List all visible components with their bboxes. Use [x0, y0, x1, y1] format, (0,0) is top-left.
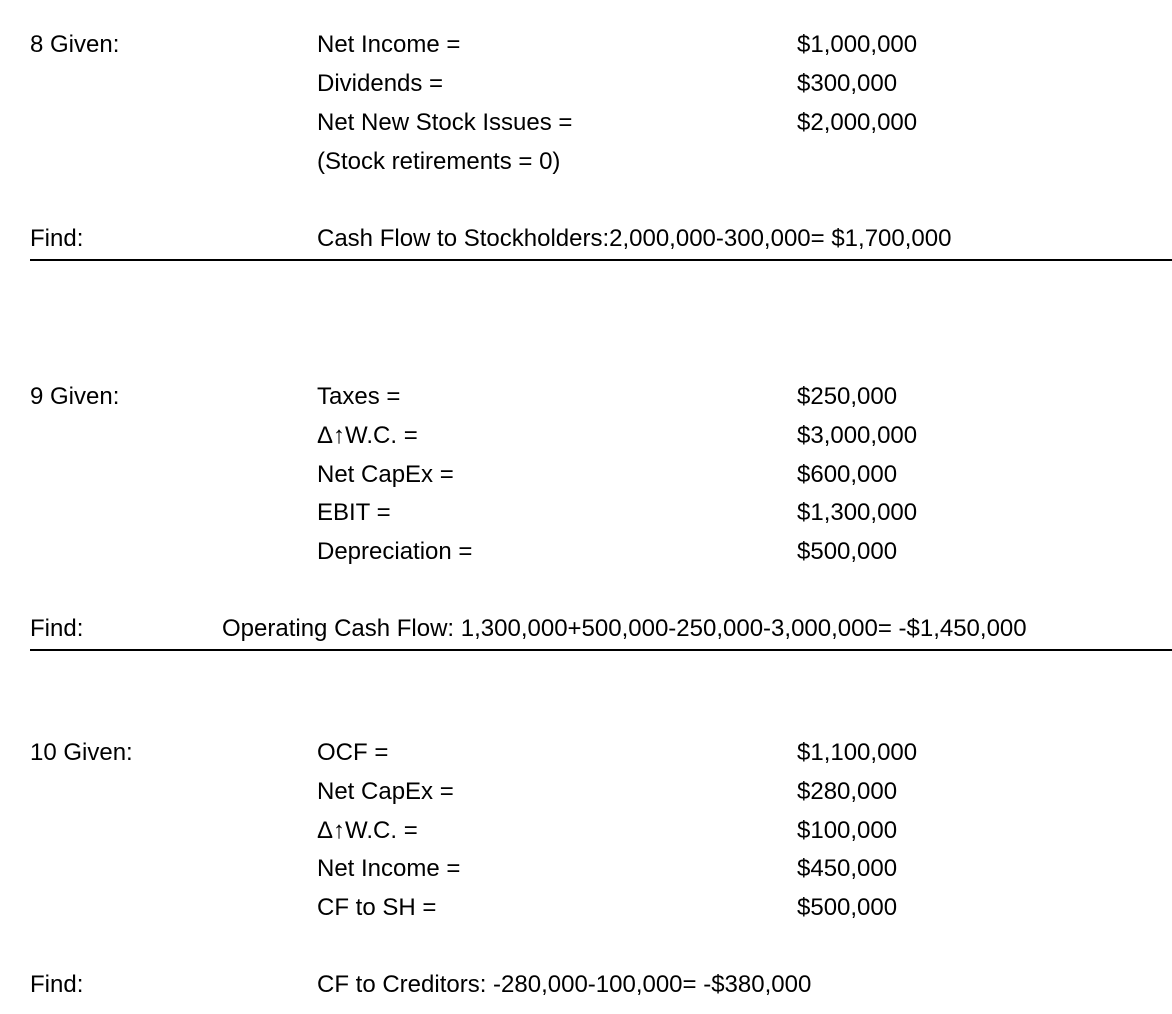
problem-9-given-label: 9 Given: [30, 383, 120, 410]
given-item-label: Δ↑W.C. = [317, 817, 418, 844]
given-item-label: Net Income = [317, 855, 461, 882]
given-item-value: $3,000,000 [797, 422, 918, 449]
given-item-label: Net New Stock Issues = [317, 109, 573, 136]
given-item-value: $500,000 [797, 538, 898, 565]
given-item-value: $280,000 [797, 778, 898, 805]
problem-10-find-answer: CF to Creditors: -280,000-100,000= -$380,000 [317, 971, 812, 998]
given-item-label: Net CapEx = [317, 461, 454, 488]
given-item-label: Taxes = [317, 383, 401, 410]
given-item-value: $2,000,000 [797, 109, 918, 136]
given-item-label: OCF = [317, 739, 389, 766]
given-item-label: Dividends = [317, 70, 444, 97]
given-item-label: EBIT = [317, 499, 391, 526]
given-item-value: $600,000 [797, 461, 898, 488]
problem-10-given-label: 10 Given: [30, 739, 133, 766]
problem-8-given-label: 8 Given: [30, 31, 120, 58]
given-item-label: Depreciation = [317, 538, 473, 565]
given-item-value: $450,000 [797, 855, 898, 882]
given-item-label: Net Income = [317, 31, 461, 58]
problem-10-find-label: Find: [30, 971, 84, 998]
problem-9-find-answer: Operating Cash Flow: 1,300,000+500,000-250,000-3,000,000= -$1,450,000 [222, 615, 1027, 642]
given-item-value: $300,000 [797, 70, 898, 97]
given-item-label: Net CapEx = [317, 778, 454, 805]
given-item-value: $1,300,000 [797, 499, 918, 526]
given-item-label: Δ↑W.C. = [317, 422, 418, 449]
given-item-value: $100,000 [797, 817, 898, 844]
given-item-value: $250,000 [797, 383, 898, 410]
given-item-value: $500,000 [797, 894, 898, 921]
section-divider [30, 649, 1172, 651]
given-item-label: CF to SH = [317, 894, 437, 921]
problem-8-find-answer: Cash Flow to Stockholders:2,000,000-300,000= $1,700,000 [317, 225, 952, 252]
problem-8-find-label: Find: [30, 225, 84, 252]
given-item-value: $1,000,000 [797, 31, 918, 58]
given-item-value: $1,100,000 [797, 739, 918, 766]
problem-9-find-label: Find: [30, 615, 84, 642]
section-divider [30, 259, 1172, 261]
given-item-label: (Stock retirements = 0) [317, 148, 561, 175]
